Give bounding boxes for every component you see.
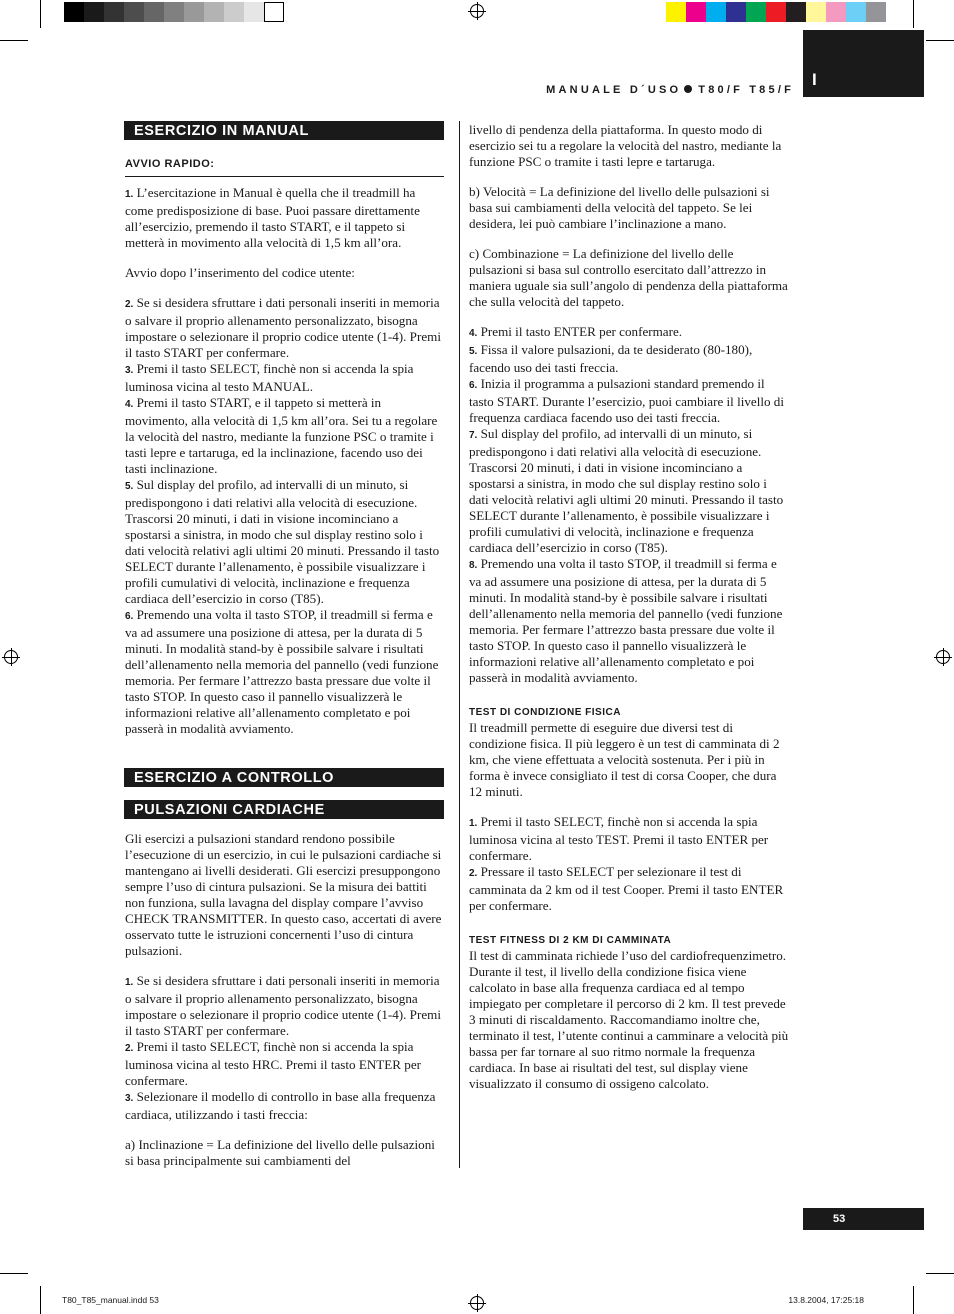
section-heading-manual: ESERCIZIO IN MANUAL: [124, 121, 444, 140]
color-swatch: [64, 2, 84, 22]
gray-swatch-strip: [64, 2, 284, 22]
paragraph: b) Velocità = La definizione del livello delle pulsazioni si basa sui cambiamenti della velocità del tappeto. Se lei desidera, lei può cambiare l’inclinazione a mano.: [469, 184, 770, 231]
subheading-fitness-test: TEST DI CONDIZIONE FISICA: [469, 707, 621, 718]
registration-mark-icon: [936, 650, 950, 664]
slug-file: T80_T85_manual.indd 53: [62, 1295, 159, 1305]
paragraph: a) Inclinazione = La definizione del livello delle pulsazioni si basa principalmente sui cambiamenti del: [125, 1137, 435, 1168]
registration-mark-icon: [4, 650, 18, 664]
paragraph: 1. L’esercitazione in Manual è quella che il treadmill ha come predisposizione di base. Puoi passare direttamente all’esercizio, premendo il tasto START, e il tappeto si metterà in movimento alla velocità di 1,5 km all’ora.: [125, 185, 420, 250]
color-swatch: [666, 2, 686, 22]
column-divider: [459, 121, 460, 1168]
paragraph: 3. Selezionare il modello di controllo in base alla frequenza cardiaca, utilizzando i tasti freccia:: [125, 1089, 436, 1122]
right-column: [469, 122, 789, 1092]
paragraph: 4. Premi il tasto ENTER per confermare.: [469, 324, 683, 339]
language-tab: [803, 30, 924, 97]
subheading-walk-test: TEST FITNESS DI 2 KM DI CAMMINATA: [469, 935, 672, 946]
model-names: T80/F T85/F: [698, 84, 794, 96]
paragraph: livello di pendenza della piattaforma. In questo modo di esercizio sei tu a regolare la velocità del nastro, mediante la funzione PSC o tramite i tasti lepre e tartaruga.: [469, 122, 782, 169]
color-swatch: [686, 2, 706, 22]
color-swatch: [104, 2, 124, 22]
paragraph: 5. Sul display del profilo, ad intervalli di un minuto, si predispongono i dati relativi alla velocità di esecuzione. Trascorsi 20 minuti, i dati in visione incominciano a spostarsi a sinistra, in modo che sul display restino solo i dati velocità relativi agli ultimi 20 minuti. Pressando il tasto SELECT durante l’allenamento, è possibile visualizzare i profili cumulativi di velocità, inclinazione e frequenza cardiaca dell’esercizio in corso (T85).: [125, 477, 440, 606]
color-swatch: [124, 2, 144, 22]
paragraph: Il test di camminata richiede l’uso del cardiofrequenzimetro. Durante il test, il livello della condizione fisica viene calcolato in base alla frequenza cardiaca ed al tempo impiegato per completare il percorso di 2 km. Il test prevede 3 minuti di riscaldamento. Raccomandiamo inoltre che, terminato il test, l’utente continui a camminare a velocità più bassa per far tornare al suo ritmo normale la frequenza cardiaca. In base ai risultati del test, sul display viene visualizzato il consumo di ossigeno calcolato.: [469, 948, 789, 1091]
color-swatch: [224, 2, 244, 22]
paragraph: 6. Premendo una volta il tasto STOP, il treadmill si ferma e va ad assumere una posizione di attesa, per la durata di 5 minuti. In modalità stand-by è possibile salvare i risultati dell’allenamento nella memoria del pannello (vedi funzione memoria. Per fermare l’attrezzo basta pressare due volte il tasto STOP. In questo caso il pannello visualizzerà le informazioni relative all’allenamento completato e poi passerà in modalità avviamento.: [125, 607, 439, 736]
paragraph: Avvio dopo l’inserimento del codice utente:: [125, 265, 355, 280]
color-swatch: [706, 2, 726, 22]
bullet-icon: [684, 85, 692, 93]
paragraph: 2. Pressare il tasto SELECT per selezionare il test di camminata da 2 km od il test Cooper. Premi il tasto ENTER per confermare.: [469, 864, 784, 913]
slug-date: 13.8.2004, 17:25:18: [788, 1295, 864, 1305]
manual-title: MANUALE D´USO: [546, 84, 682, 96]
subheading-quick-start: AVVIO RAPIDO:: [125, 156, 444, 177]
section-heading-hr-b: PULSAZIONI CARDIACHE: [124, 800, 444, 819]
paragraph: 2. Se si desidera sfruttare i dati personali inseriti in memoria o salvare il proprio allenamento personalizzato, bisogna impostare o selezionare il proprio codice utente (1-4). Premi il tasto START per confermare.: [125, 295, 441, 360]
color-swatch: [204, 2, 224, 22]
color-swatch: [726, 2, 746, 22]
paragraph: 6. Inizia il programma a pulsazioni standard premendo il tasto START. Durante l’esercizio, puoi cambiare il livello di frequenza cardiaca facendo uso dei tasti freccia.: [469, 376, 784, 425]
paragraph: 7. Sul display del profilo, ad intervalli di un minuto, si predispongono i dati relativi alla velocità di esecuzione. Trascorsi 20 minuti, i dati in visione incominciano a spostarsi a sinistra, in modo che sul display restino solo i dati velocità relativi agli ultimi 20 minuti. Pressando il tasto SELECT durante l’allenamento, è possibile visualizzare i profili cumulativi di velocità, inclinazione e frequenza cardiaca dell’esercizio in corso (T85).: [469, 426, 784, 555]
color-swatch: [746, 2, 766, 22]
color-swatch: [826, 2, 846, 22]
paragraph: c) Combinazione = La definizione del livello delle pulsazioni si basa sul controllo esercitato dall’attrezzo in maniera uguale sia sull’angolo di pendenza della piattaforma che sulla velocità del tappeto.: [469, 246, 788, 309]
page-number: 53: [803, 1208, 924, 1230]
color-swatch: [244, 2, 264, 22]
left-column: [125, 121, 444, 737]
left-column-hr: [125, 768, 444, 1169]
paragraph: 1. Se si desidera sfruttare i dati personali inseriti in memoria o salvare il proprio allenamento personalizzato, bisogna impostare o selezionare il proprio codice utente (1-4). Premi il tasto START per confermare.: [125, 973, 441, 1038]
running-header: [546, 84, 794, 96]
color-swatch: [184, 2, 204, 22]
language-tab-label: I: [812, 70, 817, 89]
color-swatch: [144, 2, 164, 22]
color-swatch: [84, 2, 104, 22]
paragraph: 4. Premi il tasto START, e il tappeto si metterà in movimento, alla velocità di 1,5 km all’ora. Sei tu a regolare la velocità del nastro, mediante la funzione PSC o tramite i tasti lepre e tartaruga, ed la inclinazione, facendo uso dei tasti inclinazione.: [125, 395, 438, 476]
color-swatch: [866, 2, 886, 22]
color-swatch: [786, 2, 806, 22]
paragraph: 1. Premi il tasto SELECT, finchè non si accenda la spia luminosa vicina al testo TEST. Premi il tasto ENTER per confermare.: [469, 814, 769, 863]
color-swatch-strip: [666, 2, 886, 22]
color-swatch: [766, 2, 786, 22]
registration-mark-icon: [470, 4, 484, 18]
paragraph: Gli esercizi a pulsazioni standard rendono possibile l’esecuzione di un esercizio, in cui le pulsazioni cardiache si mantengano ai livelli desiderati. Gli esercizi presuppongono sempre l’uso di cintura pulsazioni. Se la misura dei battiti non funziona, sulla lavagna del display compare l’avviso CHECK TRANSMITTER. In questo caso, accertati di avere osservato tutte le istruzioni concernenti l’uso di cintura pulsazioni.: [125, 831, 442, 958]
paragraph: Il treadmill permette di eseguire due diversi test di condizione fisica. Il più leggero è un test di camminata di 2 km, che viene effettuata a velocità sostenuta. Per i più in forma è invece consigliato il test di corsa Cooper, che dura 12 minuti.: [469, 720, 780, 799]
registration-mark-icon: [470, 1296, 484, 1310]
paragraph: 2. Premi il tasto SELECT, finchè non si accenda la spia luminosa vicina al testo HRC. Premi il tasto ENTER per confermare.: [125, 1039, 422, 1088]
section-heading-hr-a: ESERCIZIO A CONTROLLO: [124, 768, 444, 787]
color-swatch: [846, 2, 866, 22]
color-swatch: [806, 2, 826, 22]
paragraph: 5. Fissa il valore pulsazioni, da te desiderato (80-180), facendo uso dei tasti freccia.: [469, 342, 753, 375]
paragraph: 3. Premi il tasto SELECT, finchè non si accenda la spia luminosa vicina al testo MANUAL.: [125, 361, 414, 394]
paragraph: 8. Premendo una volta il tasto STOP, il treadmill si ferma e va ad assumere una posizione di attesa, per la durata di 5 minuti. In modalità stand-by è possibile salvare i risultati dell’allenamento nella memoria del pannello (vedi funzione memoria. Per fermare l’attrezzo basta pressare due volte il tasto STOP. In questo caso il pannello visualizzerà le informazioni relative all’allenamento completato e poi passerà in modalità avviamento.: [469, 556, 783, 685]
color-swatch: [264, 2, 284, 22]
color-swatch: [164, 2, 184, 22]
